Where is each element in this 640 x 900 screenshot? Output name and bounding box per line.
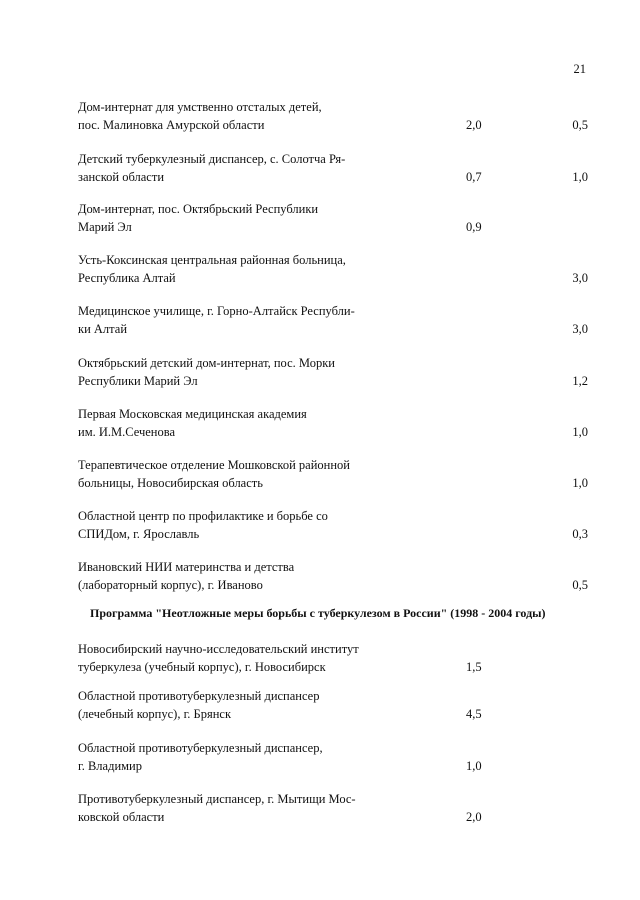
- entry-name-line-2: г. Владимир: [78, 759, 142, 773]
- entry-value-col2: 1,0: [572, 170, 588, 184]
- entry-value-col2: 3,0: [572, 322, 588, 336]
- entry-name-line-2: Республики Марий Эл: [78, 374, 198, 388]
- entry-name-line-2: Республика Алтай: [78, 271, 176, 285]
- entry-name-line-1: Усть-Коксинская центральная районная больница,: [78, 253, 346, 267]
- entry-name-line-1: Октябрьский детский дом-интернат, пос. Морки: [78, 356, 335, 370]
- list-item: [78, 355, 588, 395]
- entry-name-line-2: СПИДом, г. Ярославль: [78, 527, 200, 541]
- entry-name-line-2: им. И.М.Сеченова: [78, 425, 176, 439]
- list-item: [78, 791, 588, 831]
- entry-name-line-2: ки Алтай: [78, 322, 128, 336]
- entry-name-line-1: Ивановский НИИ материнства и детства: [78, 560, 295, 574]
- entry-name-line-1: Первая Московская медицинская академия: [78, 407, 307, 421]
- entry-value-col1: 2,0: [466, 810, 482, 824]
- entry-name-line-2: ковской области: [78, 810, 165, 824]
- list-item: [78, 688, 588, 728]
- entry-value-col1: 2,0: [466, 118, 482, 132]
- entry-name-line-1: Дом-интернат, пос. Октябрьский Республики: [78, 202, 319, 216]
- entry-value-col2: 1,2: [572, 374, 588, 388]
- entry-value-col1: 4,5: [466, 707, 482, 721]
- list-item: [78, 252, 588, 292]
- list-item: [78, 406, 588, 446]
- entry-name-line-1: Областной центр по профилактике и борьбе со: [78, 509, 328, 523]
- entry-name-line-1: Противотуберкулезный диспансер, г. Мытищи Мос-: [78, 792, 356, 806]
- list-item: [78, 740, 588, 780]
- list-item: [78, 641, 588, 681]
- entry-name-line-2: Марий Эл: [78, 220, 132, 234]
- entry-value-col1: 1,5: [466, 660, 482, 674]
- list-item: [78, 303, 588, 343]
- entry-name-line-1: Медицинское училище, г. Горно-Алтайск Республи-: [78, 304, 355, 318]
- entry-value-col1: 1,0: [466, 759, 482, 773]
- entry-name-line-1: Дом-интернат для умственно отсталых детей,: [78, 100, 322, 114]
- list-item: [78, 99, 588, 139]
- entry-value-col2: 0,5: [572, 118, 588, 132]
- list-item: [78, 457, 588, 497]
- entry-name-line-1: Терапевтическое отделение Мошковской районной: [78, 458, 350, 472]
- entry-name-line-1: Детский туберкулезный диспансер, с. Солотча Ря-: [78, 152, 346, 166]
- page-number: 21: [573, 62, 586, 76]
- entry-value-col1: 0,7: [466, 170, 482, 184]
- entry-name-line-2: туберкулеза (учебный корпус), г. Новосибирск: [78, 660, 326, 674]
- entry-name-line-2: (лабораторный корпус), г. Иваново: [78, 578, 263, 592]
- list-item: [78, 151, 588, 191]
- entry-value-col2: 0,5: [572, 578, 588, 592]
- entry-value-col2: 1,0: [572, 425, 588, 439]
- list-item: [78, 201, 588, 241]
- entry-value-col2: 1,0: [572, 476, 588, 490]
- entry-value-col1: 0,9: [466, 220, 482, 234]
- entry-name-line-2: занской области: [78, 170, 165, 184]
- list-item: [78, 508, 588, 548]
- program-heading: Программа "Неотложные меры борьбы с туберкулезом в России" (1998 - 2004 годы): [90, 606, 546, 620]
- entry-name-line-1: Новосибирский научно-исследовательский институт: [78, 642, 359, 656]
- entry-name-line-2: больницы, Новосибирская область: [78, 476, 263, 490]
- entry-name-line-2: пос. Малиновка Амурской области: [78, 118, 265, 132]
- entry-name-line-2: (лечебный корпус), г. Брянск: [78, 707, 232, 721]
- entry-value-col2: 0,3: [572, 527, 588, 541]
- entry-name-line-1: Областной противотуберкулезный диспансер,: [78, 741, 323, 755]
- entry-value-col2: 3,0: [572, 271, 588, 285]
- list-item: [78, 559, 588, 599]
- entry-name-line-1: Областной противотуберкулезный диспансер: [78, 689, 320, 703]
